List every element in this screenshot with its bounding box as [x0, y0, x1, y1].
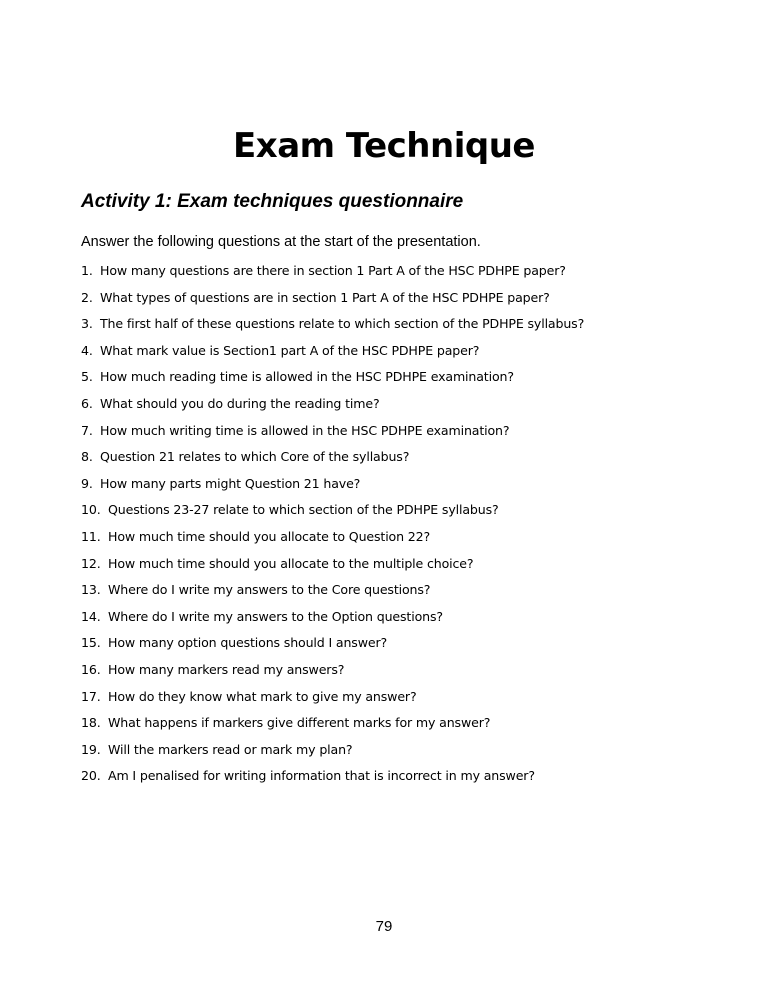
question-number: 1.	[81, 263, 93, 278]
question-number: 17.	[81, 688, 101, 704]
question-number: 13.	[81, 582, 101, 598]
question-text: What happens if markers give different marks for my answer?	[108, 715, 491, 731]
question-text: Will the markers read or mark my plan?	[108, 741, 353, 757]
question-item	[81, 476, 584, 503]
question-text: How many questions are there in section 1 Part A of the HSC PDHPE paper?	[100, 263, 566, 278]
question-text: How many option questions should I answer?	[108, 635, 388, 651]
question-number: 11.	[81, 528, 101, 544]
question-number: 6.	[81, 395, 93, 411]
question-item	[81, 369, 584, 396]
question-item	[81, 316, 584, 343]
question-item	[81, 662, 584, 689]
question-number: 20.	[81, 768, 101, 784]
question-text: What mark value is Section1 part A of the HSC PDHPE paper?	[100, 342, 480, 358]
question-item	[81, 742, 584, 769]
question-item	[81, 449, 584, 476]
question-number: 16.	[81, 661, 101, 677]
question-text: How do they know what mark to give my answer?	[108, 688, 417, 704]
question-item	[81, 343, 584, 370]
question-item	[81, 502, 584, 529]
question-text: How much reading time is allowed in the HSC PDHPE examination?	[100, 369, 514, 385]
question-number: 7.	[81, 422, 93, 438]
question-text: What types of questions are in section 1 Part A of the HSC PDHPE paper?	[100, 289, 550, 305]
intro-text: Answer the following questions at the start of the presentation.	[81, 234, 481, 250]
question-item	[81, 290, 584, 317]
question-number: 4.	[81, 342, 93, 358]
activity-heading: Activity 1: Exam techniques questionnaire	[81, 191, 464, 212]
question-text: Am I penalised for writing information that is incorrect in my answer?	[108, 768, 535, 784]
question-number: 18.	[81, 715, 101, 731]
question-item	[81, 396, 584, 423]
question-text: How much time should you allocate to the multiple choice?	[108, 555, 474, 571]
question-item	[81, 556, 584, 583]
question-text: The first half of these questions relate to which section of the PDHPE syllabus?	[100, 316, 585, 332]
question-number: 5.	[81, 369, 93, 385]
question-number: 19.	[81, 741, 101, 757]
question-text: Question 21 relates to which Core of the syllabus?	[100, 449, 410, 465]
question-list	[81, 263, 584, 795]
question-item	[81, 263, 584, 290]
question-text: How much time should you allocate to Question 22?	[108, 528, 431, 544]
question-number: 9.	[81, 475, 93, 491]
question-item	[81, 609, 584, 636]
question-text: Where do I write my answers to the Option questions?	[108, 608, 443, 624]
question-number: 14.	[81, 608, 101, 624]
question-item	[81, 635, 584, 662]
question-number: 15.	[81, 635, 101, 651]
page-number: 79	[375, 918, 393, 935]
question-item	[81, 529, 584, 556]
question-text: Questions 23-27 relate to which section of the PDHPE syllabus?	[108, 502, 499, 518]
question-number: 3.	[81, 316, 93, 332]
question-item	[81, 582, 584, 609]
question-text: How many markers read my answers?	[108, 661, 345, 677]
question-text: Where do I write my answers to the Core questions?	[108, 582, 431, 598]
question-text: What should you do during the reading time?	[100, 395, 380, 411]
question-item	[81, 768, 584, 795]
question-number: 12.	[81, 555, 101, 571]
question-item	[81, 689, 584, 716]
question-item	[81, 423, 584, 450]
question-text: How many parts might Question 21 have?	[100, 475, 361, 491]
question-item	[81, 715, 584, 742]
page-title: Exam Technique	[233, 126, 535, 166]
question-text: How much writing time is allowed in the HSC PDHPE examination?	[100, 422, 510, 438]
question-number: 2.	[81, 289, 93, 305]
question-number: 10.	[81, 502, 101, 518]
question-number: 8.	[81, 449, 93, 465]
